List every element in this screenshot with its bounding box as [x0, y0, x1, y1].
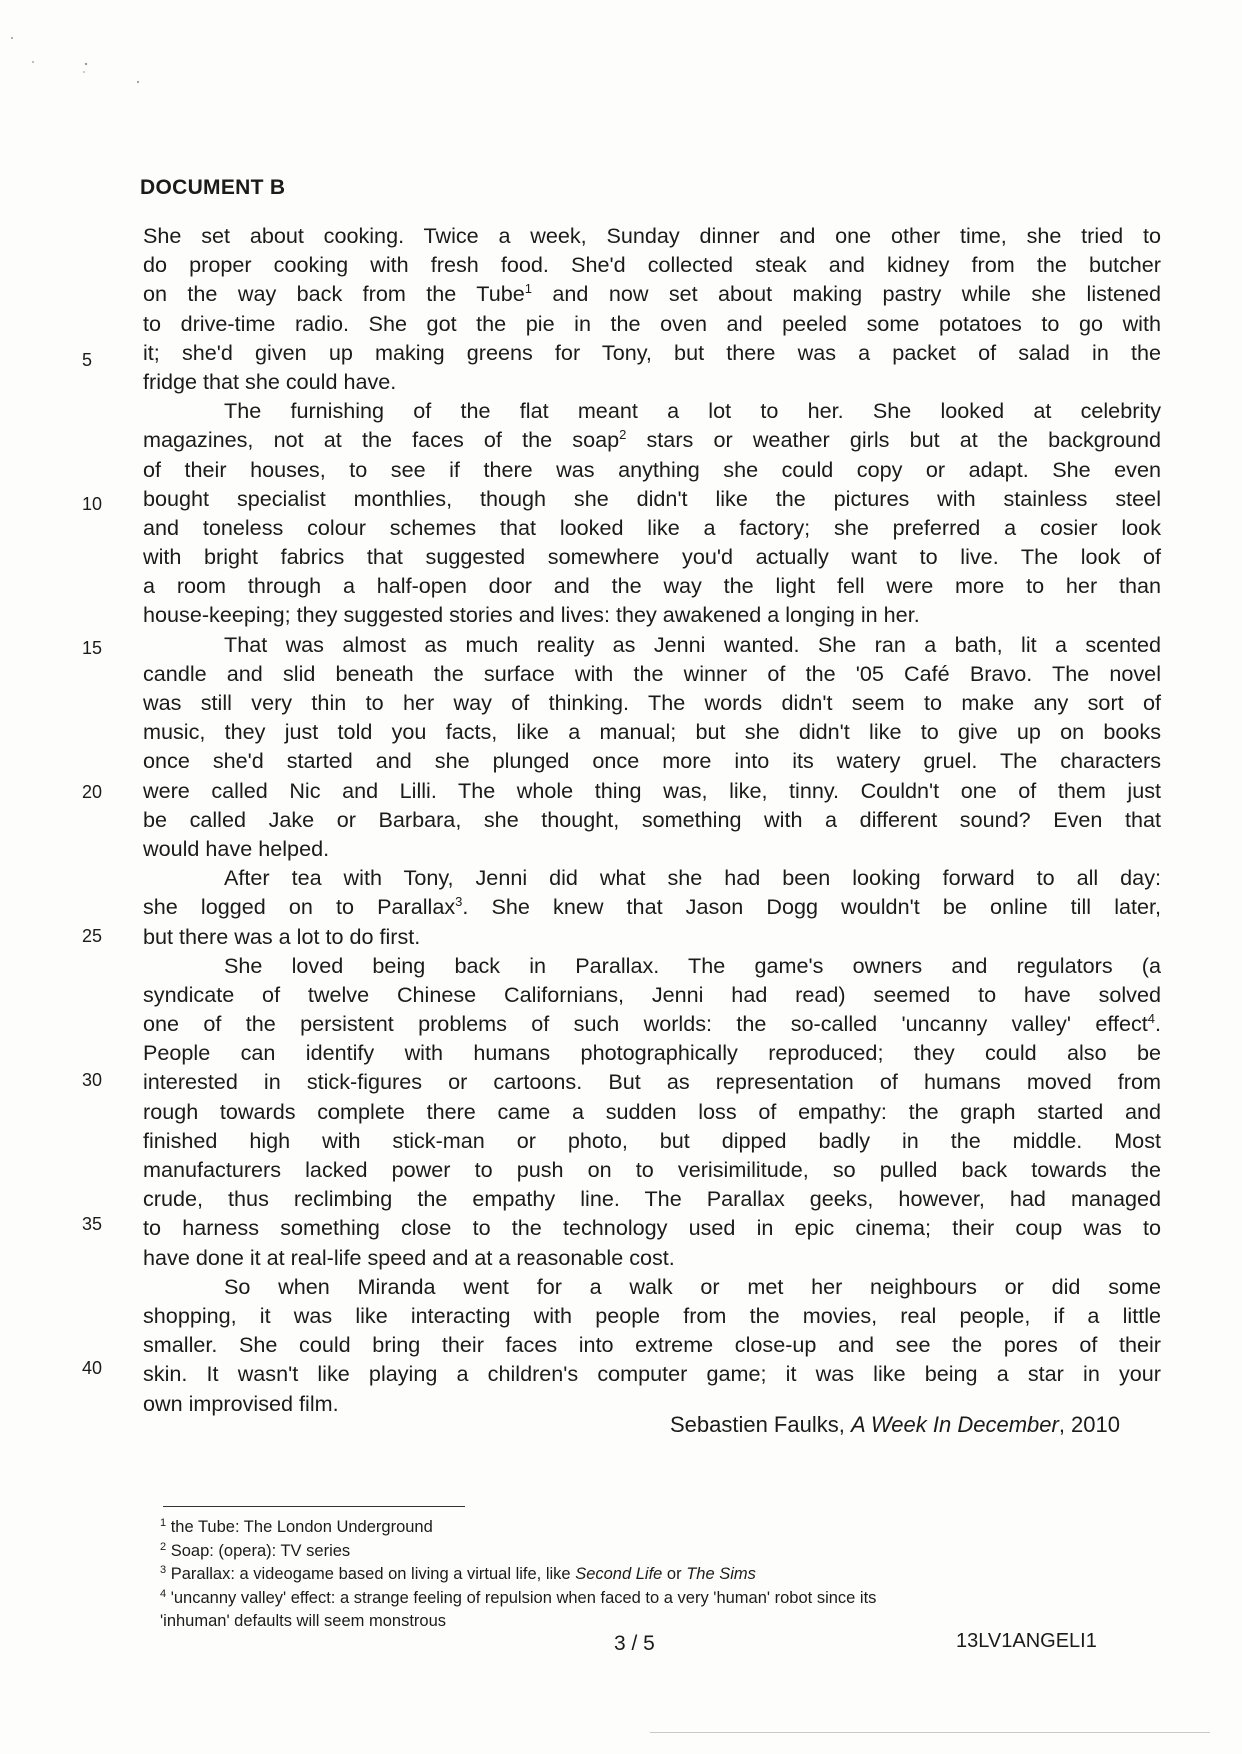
- text-line: That was almost as much reality as Jenni wanted. She ran a bath, lit a scented: [224, 631, 1161, 657]
- text-line: smaller. She could bring their faces into extreme close-up and see the pores of their: [143, 1332, 1161, 1358]
- text-line: house-keeping; they suggested stories and lives: they awakened a longing in her.: [143, 602, 920, 628]
- text-line: candle and slid beneath the surface with the winner of the '05 Café Bravo. The novel: [143, 660, 1161, 686]
- page-number: 3 / 5: [614, 1632, 655, 1655]
- footnote-number: 4: [160, 1587, 167, 1600]
- text-segment: and now set about making pastry while she listened: [531, 281, 1161, 307]
- text-line: After tea with Tony, Jenni did what she had been looking forward to all day:: [224, 865, 1161, 891]
- footnote-text: or: [662, 1565, 687, 1583]
- text-line: do proper cooking with fresh food. She'd collected steak and kidney from the butcher: [143, 252, 1161, 278]
- text-line: manufacturers lacked power to push on to verisimilitude, so pulled back towards the: [143, 1157, 1161, 1182]
- text-line: of their houses, to see if there was anything she could copy or adapt. She even: [143, 456, 1161, 482]
- footnote-number: 2: [160, 1540, 167, 1553]
- text-line: to harness something close to the technology used in epic cinema; their coup was to: [143, 1215, 1161, 1241]
- footnote: [160, 1516, 1120, 1540]
- text-line: So when Miranda went for a walk or met her neighbours or did some: [224, 1273, 1161, 1299]
- footnote-title: Second Life: [575, 1565, 663, 1583]
- text-segment: on the way back from the Tube: [143, 281, 525, 307]
- text-line: bought specialist monthlies, though she didn't like the pictures with stainless steel: [143, 485, 1161, 511]
- footnote-number: 3: [160, 1564, 167, 1576]
- text-line: [143, 279, 1161, 308]
- footnote: [160, 1563, 1120, 1587]
- citation-author: Sebastien Faulks,: [669, 1412, 851, 1437]
- text-line: shopping, it was like interacting with people from the movies, real people, if a little: [143, 1302, 1161, 1328]
- line-number: 10: [82, 494, 103, 514]
- passage-text: [143, 221, 1161, 1418]
- text-segment: she logged on to Parallax: [143, 894, 456, 920]
- line-number: 20: [82, 782, 103, 802]
- text-line: would have helped.: [143, 835, 330, 861]
- text-line: [143, 892, 1161, 921]
- line-number: 40: [82, 1358, 103, 1378]
- text-line: was still very thin to her way of thinking. The words didn't seem to make any sort of: [143, 690, 1161, 715]
- footnote-title: The Sims: [686, 1565, 756, 1583]
- text-line: and toneless colour schemes that looked like a factory; she preferred a cosier look: [143, 514, 1161, 540]
- scan-specks: [0, 0, 200, 100]
- text-segment: .: [1155, 1011, 1161, 1037]
- footnote-marker: 1: [524, 281, 532, 297]
- text-line: music, they just told you facts, like a manual; but she didn't like to give up on books: [143, 719, 1161, 745]
- text-line: were called Nic and Lilli. The whole thing was, like, tinny. Couldn't one of them just: [143, 777, 1161, 803]
- text-line: once she'd started and she plunged once more into its watery gruel. The characters: [143, 748, 1161, 774]
- text-line: finished high with stick-man or photo, but dipped badly in the middle. Most: [143, 1127, 1161, 1153]
- footnote: [160, 1587, 1120, 1611]
- footnote-text: 'uncanny valley' effect: a strange feeling of repulsion when faced to a very 'human' robot since its: [170, 1588, 877, 1607]
- footnotes: [160, 1516, 1120, 1634]
- footnote-marker: 4: [1147, 1011, 1155, 1027]
- text-line: rough towards complete there came a sudden loss of empathy: the graph started and: [143, 1098, 1161, 1124]
- citation-title: A Week In December: [850, 1412, 1059, 1437]
- text-line: it; she'd given up making greens for Tony, but there was a packet of salad in the: [143, 339, 1161, 365]
- text-segment: stars or weather girls but at the background: [626, 427, 1161, 453]
- footnote-text: Parallax: a videogame based on living a virtual life, like: [170, 1565, 576, 1583]
- line-number: 25: [82, 926, 103, 946]
- text-line: have done it at real-life speed and at a reasonable cost.: [143, 1244, 675, 1270]
- text-line: fridge that she could have.: [143, 368, 397, 394]
- text-line: People can identify with humans photographically reproduced; they could also be: [143, 1040, 1161, 1066]
- text-line: syndicate of twelve Chinese Californians, Jenni had read) seemed to have solved: [143, 981, 1161, 1007]
- text-line: own improvised film.: [143, 1390, 339, 1416]
- text-segment: one of the persistent problems of such worlds: the so-called 'uncanny valley' effect: [143, 1011, 1148, 1037]
- footnote-marker: 2: [619, 427, 627, 443]
- text-line: crude, thus reclimbing the empathy line. The Parallax geeks, however, had managed: [143, 1186, 1161, 1212]
- citation: [600, 1412, 1120, 1438]
- text-line: [143, 1009, 1161, 1038]
- citation-year: , 2010: [1058, 1412, 1120, 1437]
- document-heading: DOCUMENT B: [140, 176, 286, 199]
- line-number: 30: [82, 1070, 103, 1090]
- footnote-divider: [163, 1506, 465, 1507]
- bottom-edge-line: [650, 1732, 1210, 1733]
- text-segment: magazines, not at the faces of the soap: [143, 427, 620, 453]
- footnote-text: the Tube: The London Underground: [170, 1518, 433, 1536]
- text-line: with bright fabrics that suggested somewhere you'd actually want to live. The look of: [143, 544, 1161, 570]
- text-line: interested in stick-figures or cartoons. But as representation of humans moved from: [143, 1069, 1161, 1095]
- text-line: be called Jake or Barbara, she thought, something with a different sound? Even that: [143, 806, 1161, 832]
- footnote-marker: 3: [455, 894, 463, 910]
- text-line: a room through a half-open door and the way the light fell were more to her than: [143, 573, 1161, 599]
- line-number: 15: [82, 638, 103, 658]
- line-number: 5: [82, 350, 93, 370]
- line-number: 35: [82, 1214, 103, 1234]
- footnote: [160, 1540, 1120, 1564]
- text-line: She set about cooking. Twice a week, Sunday dinner and one other time, she tried to: [143, 223, 1161, 248]
- text-line: The furnishing of the flat meant a lot to her. She looked at celebrity: [224, 398, 1161, 424]
- text-line: She loved being back in Parallax. The game's owners and regulators (a: [224, 952, 1161, 978]
- text-line: [143, 425, 1161, 454]
- footnote-text: 'inhuman' defaults will seem monstrous: [160, 1612, 447, 1630]
- footnote-number: 1: [160, 1517, 167, 1529]
- footnote-text: Soap: (opera): TV series: [170, 1541, 351, 1560]
- document-code: 13LV1ANGELI1: [956, 1630, 1097, 1652]
- text-line: but there was a lot to do first.: [143, 923, 421, 949]
- text-line: skin. It wasn't like playing a children's computer game; it was like being a star in your: [143, 1361, 1161, 1387]
- text-line: to drive-time radio. She got the pie in the oven and peeled some potatoes to go with: [143, 310, 1161, 336]
- text-segment: . She knew that Jason Dogg wouldn't be online till later,: [462, 894, 1162, 920]
